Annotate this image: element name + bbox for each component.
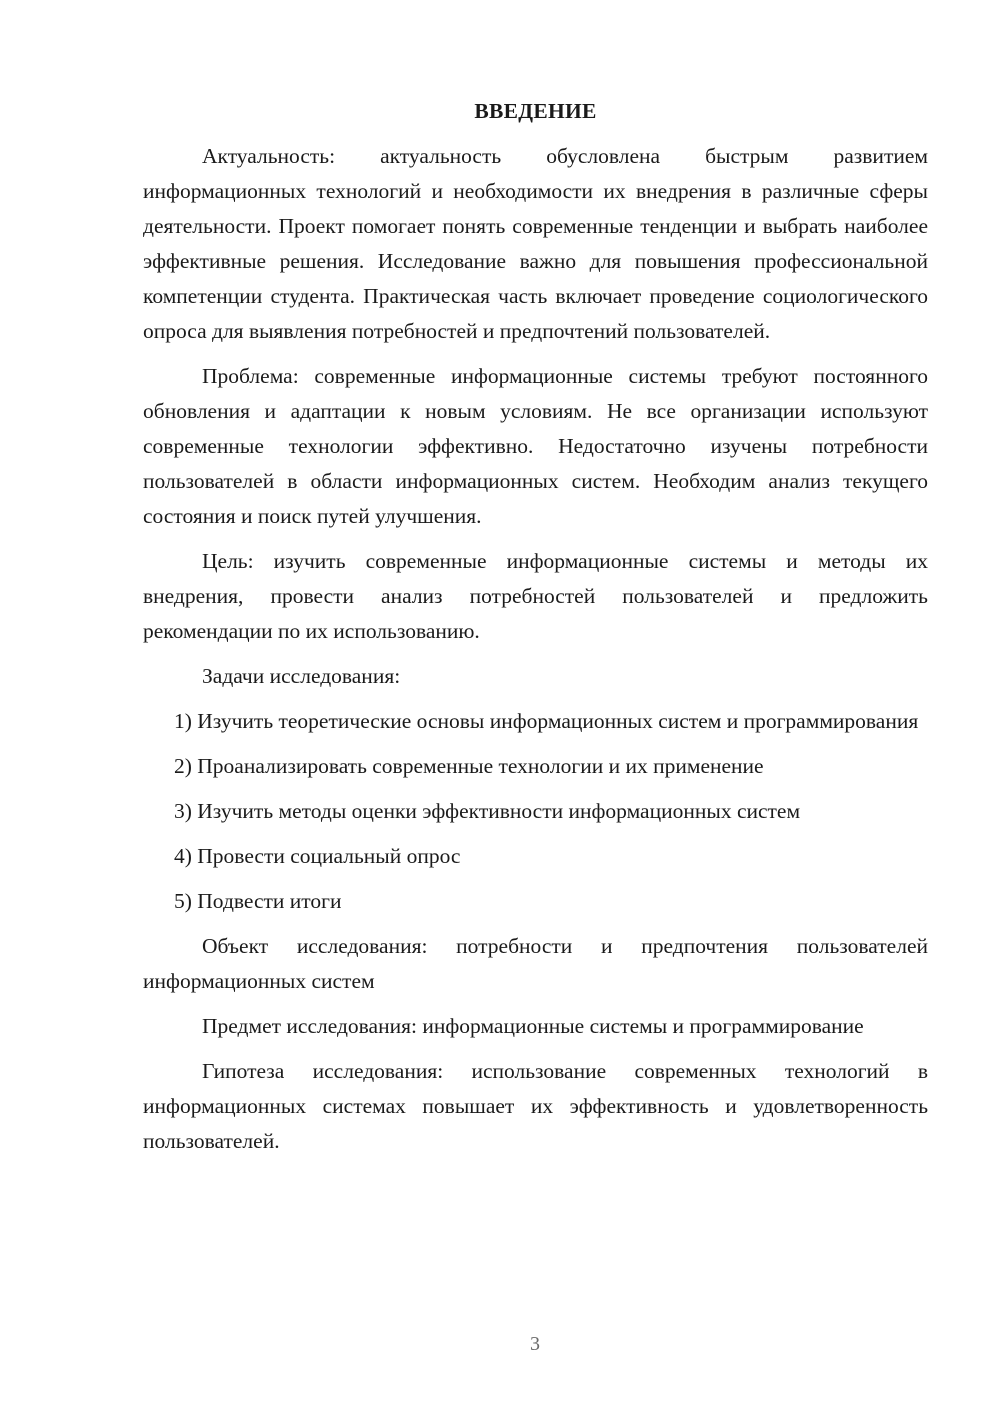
section-title: ВВЕДЕНИЕ [474,99,597,123]
task-item-5: 5) Подвести итоги [174,889,342,913]
page-content [143,94,928,1169]
task-item-3: 3) Изучить методы оценки эффективности информационных систем [174,799,801,823]
object-paragraph: Объект исследования: потребности и предпочтения пользователей информационных систем [143,934,928,993]
problem-paragraph: Проблема: современные информационные системы требуют постоянного обновления и адаптации к новым условиям. Не все организации используют современные технологии эффективно. Недостаточно изучены потребности пользователей в области информационных систем. Необходим анализ текущего состояния и поиск путей улучшения. [143,364,928,528]
tasks-heading: Задачи исследования: [202,664,401,688]
task-item-4: 4) Провести социальный опрос [174,844,461,868]
relevance-paragraph: Актуальность: актуальность обусловлена быстрым развитием информационных технологий и необходимости их внедрения в различные сферы деятельности. Проект помогает понять современные тенденции и выбрать наиболее эффективные решения. Исследование важно для повышения профессиональной компетенции студента. Практическая часть включает проведение социологического опроса для выявления потребностей и предпочтений пользователей. [143,144,928,343]
task-item-1: 1) Изучить теоретические основы информационных систем и программирования [174,709,919,733]
goal-paragraph: Цель: изучить современные информационные системы и методы их внедрения, провести анализ потребностей пользователей и предложить рекомендации по их использованию. [143,549,928,643]
hypothesis-paragraph: Гипотеза исследования: использование современных технологий в информационных системах повышает их эффективность и удовлетворенность пользователей. [143,1059,928,1153]
task-item-2: 2) Проанализировать современные технологии и их применение [174,754,764,778]
subject-paragraph: Предмет исследования: информационные системы и программирование [202,1014,864,1038]
page-number: 3 [530,1333,540,1355]
